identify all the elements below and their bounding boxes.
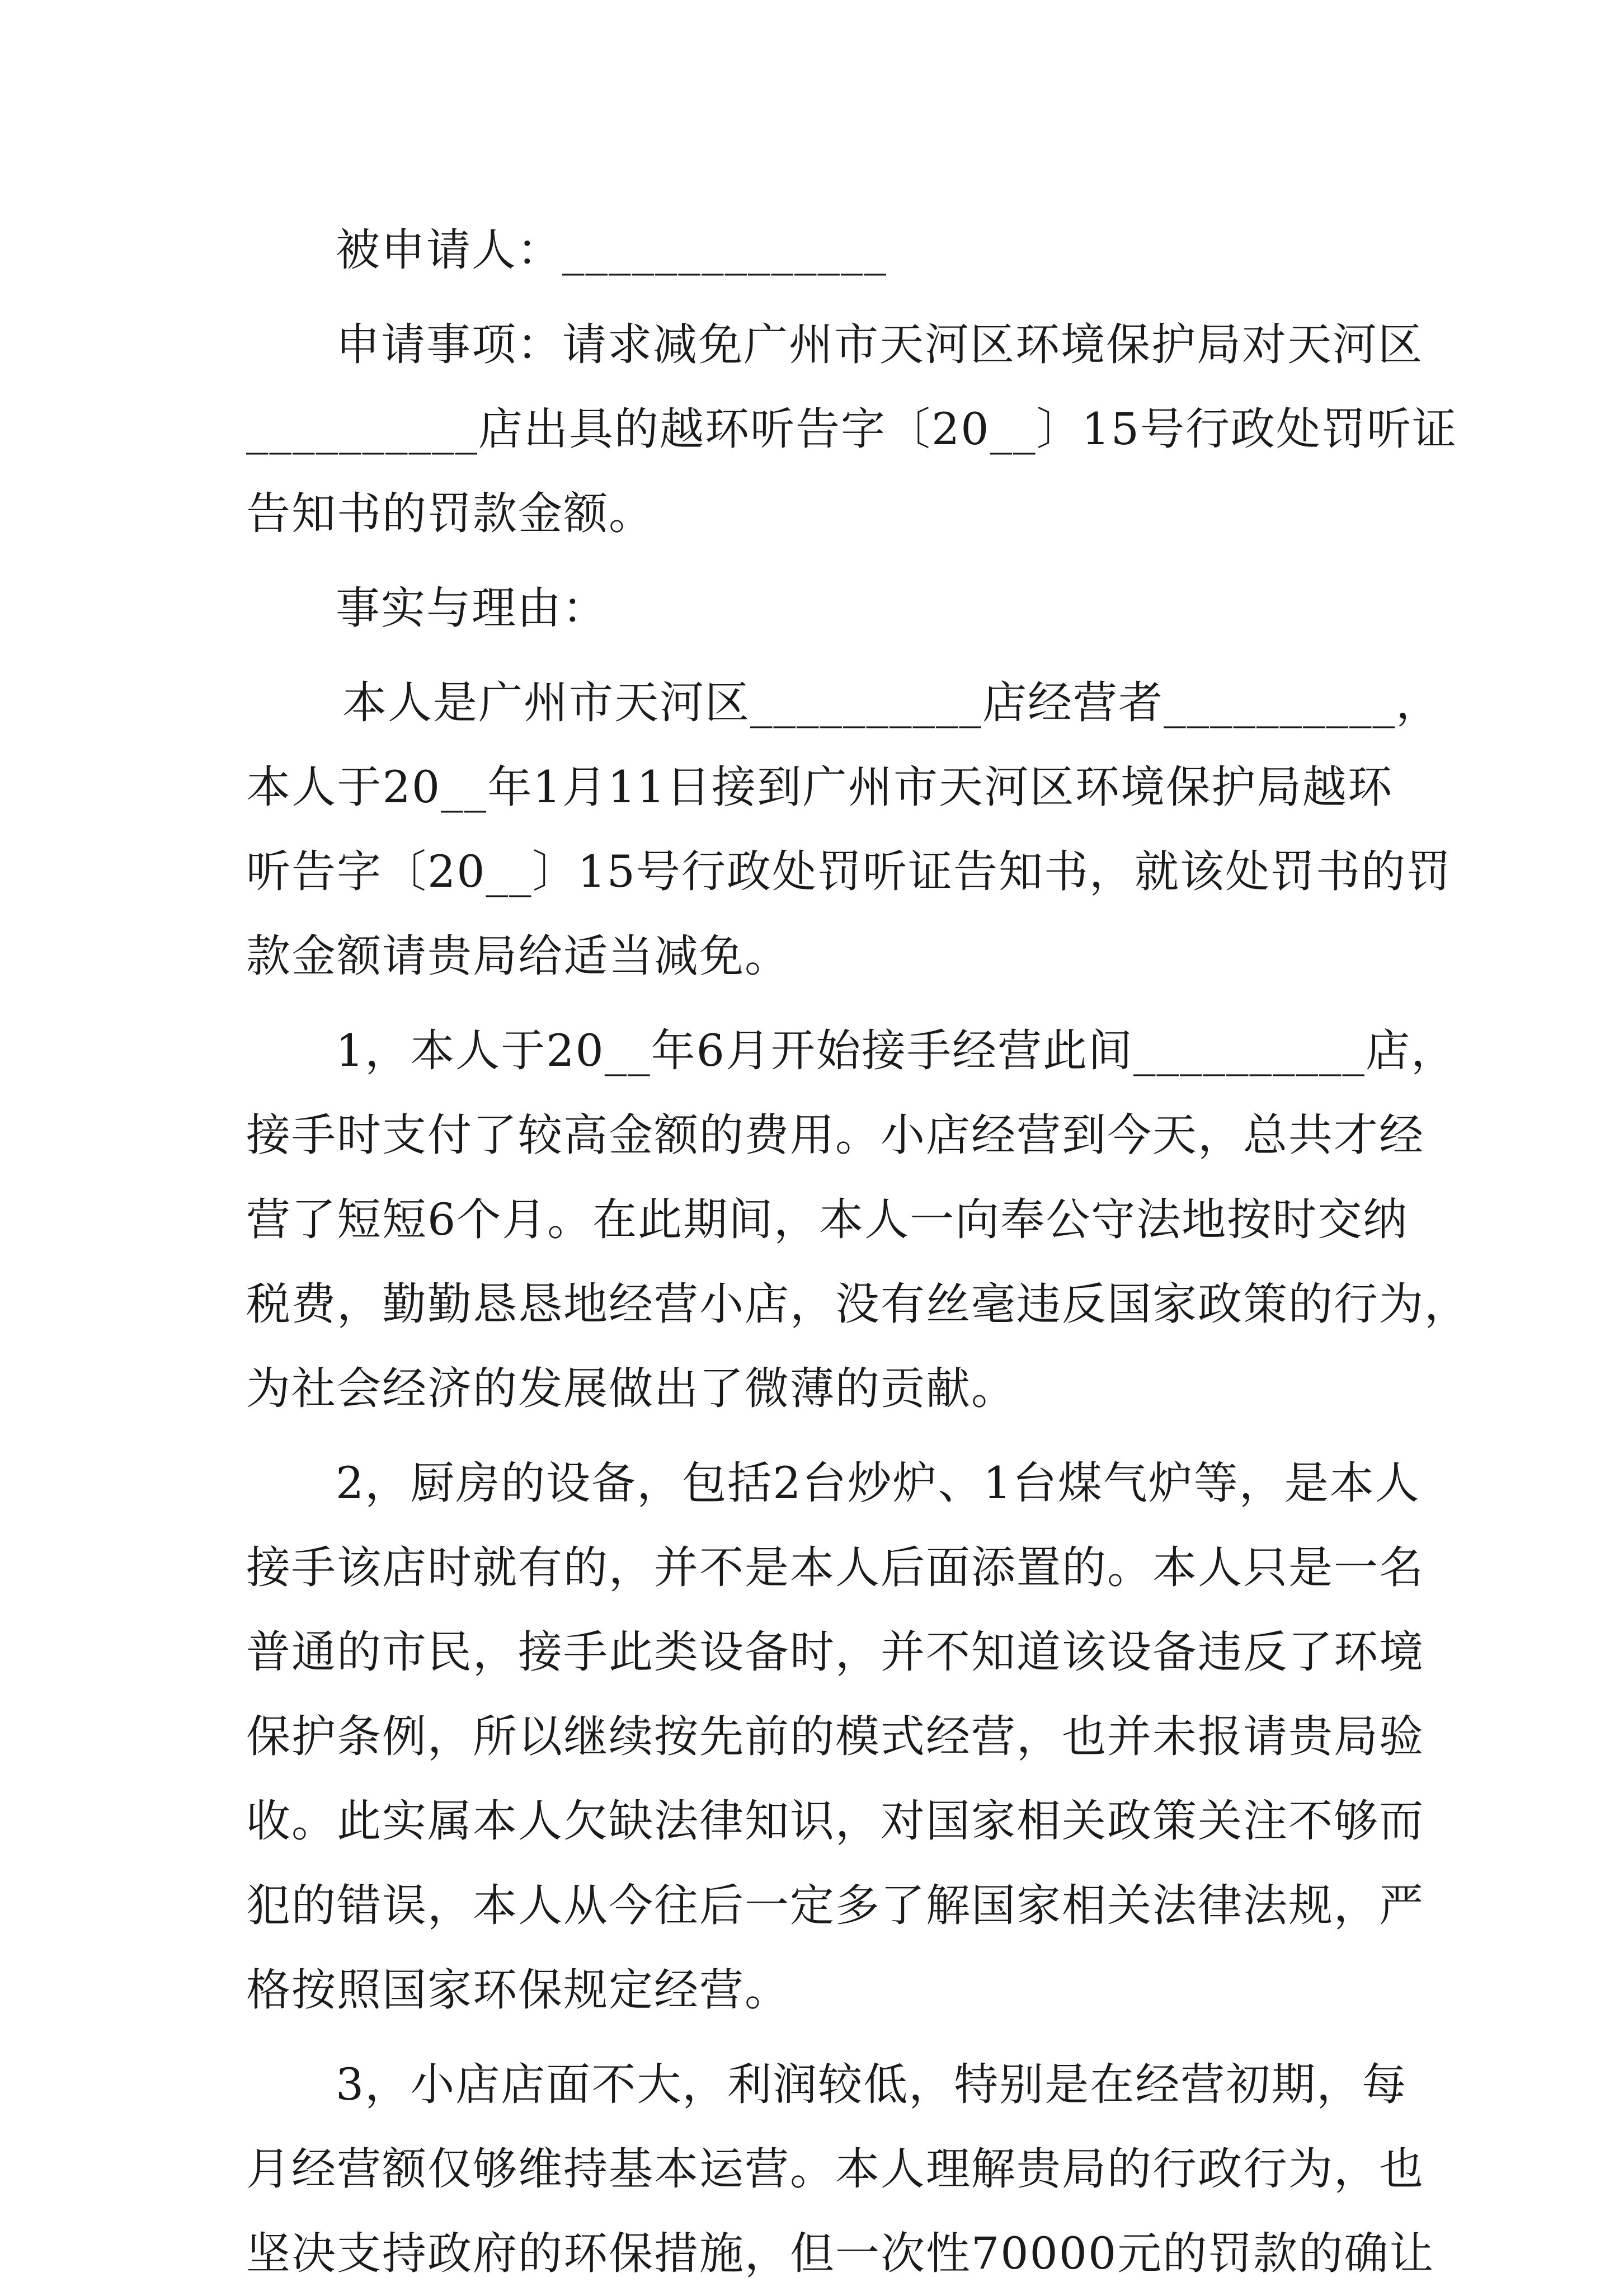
- document-body: [246, 208, 1470, 2296]
- point-2-line-2: 接手该店时就有的，并不是本人后面添置的。本人只是一名: [246, 1542, 1424, 1593]
- point-3-line-2: 月经营额仅够维持基本运营。本人理解贵局的行政行为，也: [246, 2143, 1424, 2195]
- request-line-3: 告知书的罚款金额。: [246, 488, 654, 539]
- point-3-line-1: 3，小店店面不大，利润较低，特别是在经营初期，每: [336, 2059, 1408, 2110]
- request-line-1: 申请事项：请求减免广州市天河区环境保护局对天河区: [336, 319, 1423, 370]
- point-2-line-5: 收。此实属本人欠缺法律知识，对国家相关政策关注不够而: [246, 1795, 1424, 1847]
- facts-line-3: 听告字〔20__〕15号行政处罚听证告知书，就该处罚书的罚: [246, 846, 1452, 897]
- point-2-line-4: 保护条例，所以继续按先前的模式经营，也并未报请贵局验: [246, 1711, 1424, 1762]
- facts-line-1: 本人是广州市天河区__________店经营者__________，: [342, 677, 1441, 728]
- facts-line-2: 本人于20__年1月11日接到广州市天河区环境保护局越环: [246, 761, 1393, 813]
- point-2-line-7: 格按照国家环保规定经营。: [246, 1964, 790, 2016]
- request-line-2: __________店出具的越环听告字〔20__〕15号行政处罚听证: [246, 403, 1458, 455]
- point-1-line-2: 接手时支付了较高金额的费用。小店经营到今天，总共才经: [246, 1109, 1424, 1161]
- point-1-line-5: 为社会经济的发展做出了微薄的贡献。: [246, 1363, 1016, 1414]
- facts-heading: 事实与理由：: [336, 582, 608, 634]
- facts-line-4: 款金额请贵局给适当减免。: [246, 930, 790, 982]
- point-2-line-1: 2，厨房的设备，包括2台炒炉、1台煤气炉等，是本人: [336, 1457, 1420, 1509]
- point-2-line-6: 犯的错误，本人从今往后一定多了解国家相关法律法规，严: [246, 1880, 1424, 1931]
- point-1-line-3: 营了短短6个月。在此期间，本人一向奉公守法地按时交纳: [246, 1194, 1409, 1245]
- point-2-line-3: 普通的市民，接手此类设备时，并不知道该设备违反了环境: [246, 1626, 1424, 1678]
- respondent-line: 被申请人：______________: [336, 224, 887, 276]
- point-1-line-4: 税费，勤勤恳恳地经营小店，没有丝毫违反国家政策的行为，: [246, 1278, 1470, 1330]
- point-3-line-3: 坚决支持政府的环保措施，但一次性70000元的罚款的确让: [246, 2228, 1435, 2279]
- point-1-line-1: 1，本人于20__年6月开始接手经营此间__________店，: [336, 1025, 1457, 1076]
